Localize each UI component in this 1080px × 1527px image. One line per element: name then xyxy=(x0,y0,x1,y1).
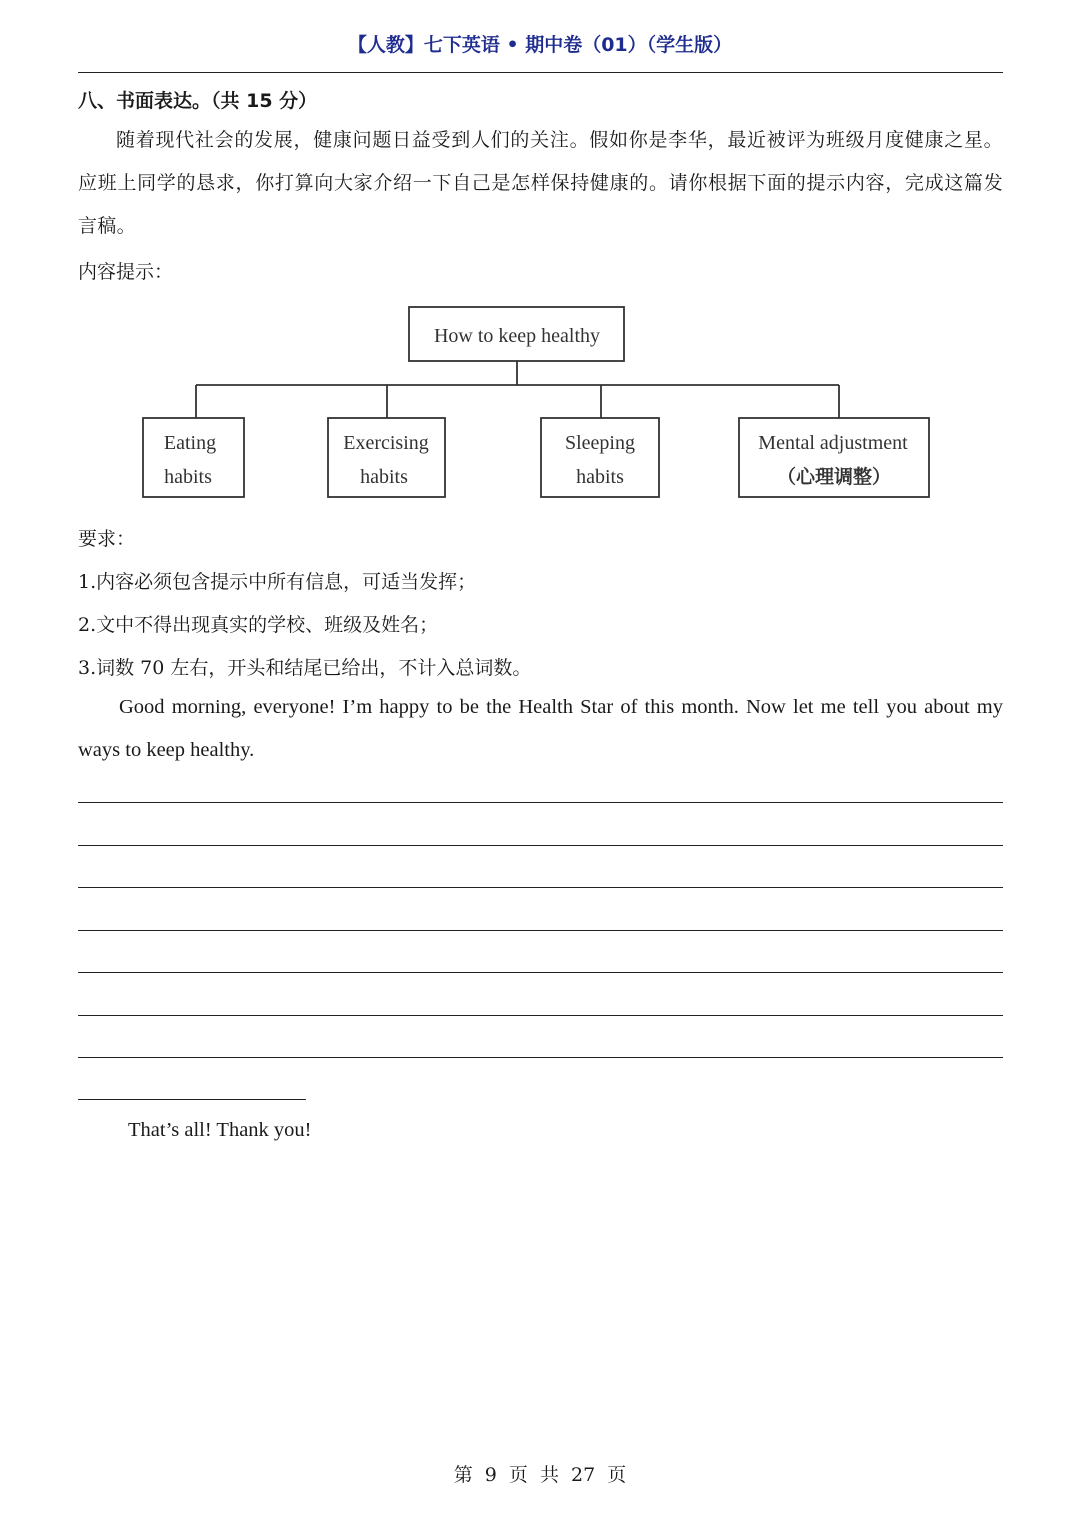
answer-line-6[interactable] xyxy=(78,1015,1003,1016)
page-number: 第 9 页 共 27 页 xyxy=(453,1464,627,1486)
answer-line-5[interactable] xyxy=(78,972,1003,973)
diagram-root-label: How to keep healthy xyxy=(433,325,601,347)
answer-line-4[interactable] xyxy=(78,930,1003,931)
diagram-child-2-line1: Exercising xyxy=(343,432,429,454)
requirement-item-3: 3.词数 70 左右，开头和结尾已给出，不计入总词数。 xyxy=(78,657,532,679)
diagram-child-3-line1: Sleeping xyxy=(565,432,635,454)
answer-line-7[interactable] xyxy=(78,1057,1003,1058)
hint-label: 内容提示： xyxy=(78,261,174,283)
requirements-label: 要求： xyxy=(78,528,136,550)
requirement-item-1: 1.内容必须包含提示中所有信息，可适当发挥； xyxy=(78,571,477,593)
diagram-child-3-line2: habits xyxy=(576,466,624,488)
answer-line-short[interactable] xyxy=(78,1099,306,1100)
header-rule xyxy=(78,72,1003,73)
prompt-paragraph: 随着现代社会的发展，健康问题日益受到人们的关注。假如你是李华，最近被评为班级月度健康之星。应班上同学的恳求，你打算向大家介绍一下自己是怎样保持健康的。请你根据下面的提示内容，完成这篇发言稿。 xyxy=(78,129,1003,237)
page-header-title: 【人教】七下英语 • 期中卷（01）（学生版） xyxy=(347,34,733,56)
requirement-item-2: 2.文中不得出现真实的学校、班级及姓名； xyxy=(78,614,439,636)
diagram-child-4-line2: （心理调整） xyxy=(776,466,892,488)
diagram-child-2-line2: habits xyxy=(360,466,408,488)
answer-line-2[interactable] xyxy=(78,845,1003,846)
mind-map-diagram xyxy=(130,300,950,505)
answer-line-3[interactable] xyxy=(78,887,1003,888)
essay-opening: Good morning, everyone! I’m happy to be the Health Star of this month. Now let me tell you about my ways to keep healthy. xyxy=(78,696,1003,761)
essay-closing: That’s all! Thank you! xyxy=(128,1119,312,1141)
diagram-child-1-line2: habits xyxy=(164,466,212,488)
section-title: 八、书面表达。（共 15 分） xyxy=(78,90,318,112)
answer-line-1[interactable] xyxy=(78,802,1003,803)
diagram-child-1-line1: Eating xyxy=(163,432,217,454)
diagram-child-4-line1: Mental adjustment xyxy=(758,432,908,454)
